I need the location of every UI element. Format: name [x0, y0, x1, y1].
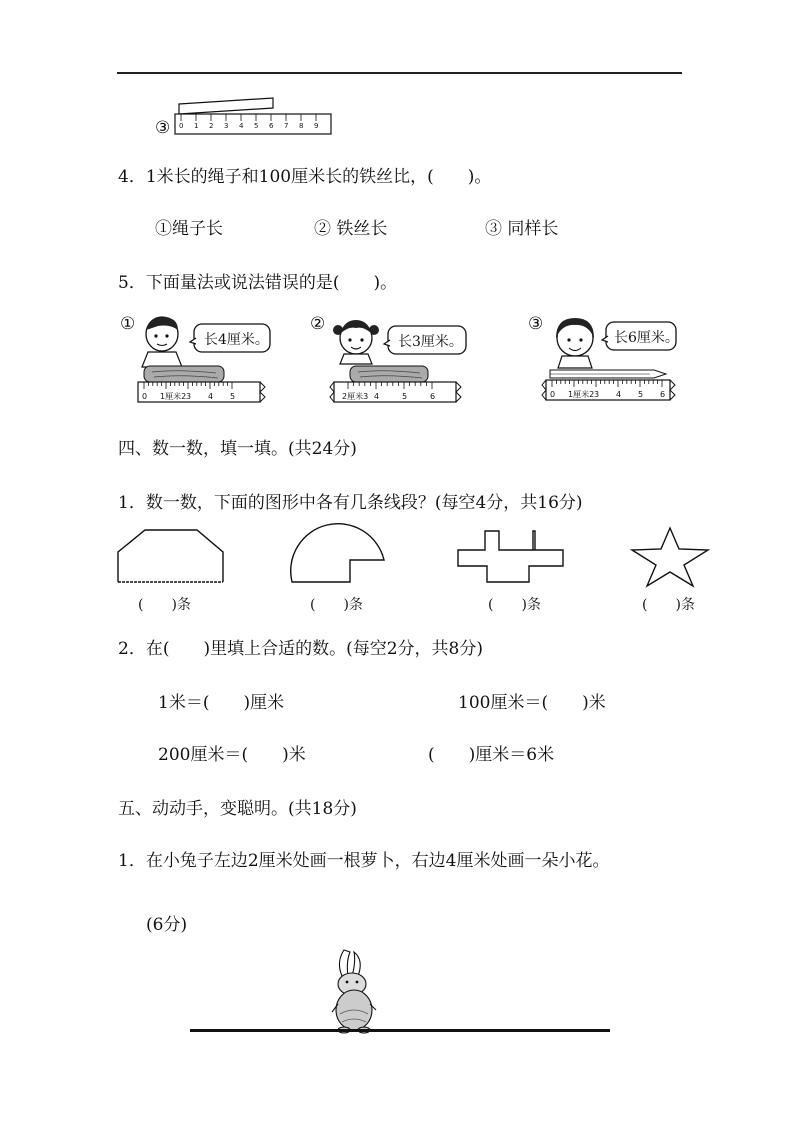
q3-ruler-figure [175, 94, 335, 138]
ruler-tick-label: 6 [430, 392, 436, 401]
shape-cross [457, 530, 565, 584]
ruler-tick-label: 1 [194, 122, 199, 130]
ruler-tick-label: 2厘米3 [342, 392, 369, 401]
q5-fig1-ruler [138, 364, 266, 406]
top-rule [117, 72, 682, 74]
drawing-baseline [190, 1029, 610, 1032]
ruler-tick-label: 0 [550, 390, 556, 399]
shape-semicircle-step [290, 528, 386, 584]
shape-truncated-trapezoid [117, 528, 225, 584]
section5-q1-text: 1．在小兔子左边2厘米处画一根萝卜，右边4厘米处画一朵小花。 [118, 851, 610, 871]
q5-fig3-ruler [546, 366, 682, 406]
ruler-tick-label: 5 [638, 390, 644, 399]
q2-item-4[interactable]: ( )厘米＝6米 [428, 745, 555, 765]
q2-item-2[interactable]: 100厘米＝( )米 [458, 693, 606, 713]
section4-heading: 四、数一数，填一填。(共24分) [118, 439, 357, 459]
q5-fig3-girl-illustration [550, 314, 600, 368]
q2-item-3[interactable]: 200厘米＝( )米 [158, 745, 306, 765]
ruler-tick-label: 9 [314, 122, 319, 130]
q5-fig1-boy-illustration [138, 312, 188, 367]
ruler-tick-label: 7 [284, 122, 289, 130]
ruler-tick-label: 0 [142, 392, 148, 401]
ruler-tick-label: 1厘米2 [160, 392, 187, 401]
q5-fig2-label[interactable]: ② [310, 314, 326, 334]
q3-option-label: ③ [155, 118, 171, 138]
shape-1-answer-blank[interactable]: ( )条 [138, 597, 191, 613]
ruler-tick-label: 5 [254, 122, 259, 130]
q2-item-1[interactable]: 1米＝( )厘米 [158, 693, 285, 713]
shape-3-answer-blank[interactable]: ( )条 [488, 597, 541, 613]
section5-q1-points: (6分) [146, 915, 188, 935]
q5-fig2-speech-text: 长3厘米。 [398, 334, 463, 350]
q5-text: 5．下面量法或说法错误的是( )。 [118, 273, 398, 293]
shape-2-answer-blank[interactable]: ( )条 [310, 597, 363, 613]
ruler-tick-label: 1厘米2 [568, 390, 595, 399]
shape-4-answer-blank[interactable]: ( )条 [642, 597, 695, 613]
q5-fig1-speech-text: 长4厘米。 [204, 332, 269, 348]
ruler-tick-label: 5 [402, 392, 408, 401]
ruler-tick-label: 4 [616, 390, 622, 399]
ruler-tick-label: 6 [269, 122, 274, 130]
q5-fig1-label[interactable]: ① [120, 314, 136, 334]
ruler-tick-label: 3 [224, 122, 229, 130]
ruler-tick-label: 4 [208, 392, 214, 401]
section5-heading: 五、动动手，变聪明。(共18分) [118, 799, 357, 819]
ruler-tick-label: 2 [209, 122, 214, 130]
q4-option-3[interactable]: ③ 同样长 [485, 219, 559, 239]
q5-fig2-girl-illustration [330, 316, 382, 364]
ruler-tick-label: 6 [660, 390, 666, 399]
q4-option-1[interactable]: ①绳子长 [155, 219, 223, 239]
ruler-tick-label: 4 [239, 122, 244, 130]
rabbit-illustration [328, 948, 380, 1034]
ruler-tick-label: 3 [594, 390, 600, 399]
ruler-tick-label: 4 [374, 392, 380, 401]
q4-option-2[interactable]: ② 铁丝长 [314, 219, 388, 239]
q5-fig2-ruler [334, 364, 464, 406]
q5-fig3-label[interactable]: ③ [528, 314, 544, 334]
section4-q2-text: 2．在( )里填上合适的数。(每空2分，共8分) [118, 639, 483, 659]
ruler-tick-label: 3 [186, 392, 192, 401]
shape-star [630, 526, 710, 588]
ruler-tick-label: 0 [179, 122, 184, 130]
ruler-tick-label: 8 [299, 122, 304, 130]
q4-text: 4．1米长的绳子和100厘米长的铁丝比，( )。 [118, 167, 492, 187]
q5-fig3-speech-text: 长6厘米。 [614, 330, 679, 346]
ruler-tick-label: 5 [230, 392, 236, 401]
section4-q1-text: 1．数一数，下面的图形中各有几条线段？(每空4分，共16分) [118, 493, 583, 513]
